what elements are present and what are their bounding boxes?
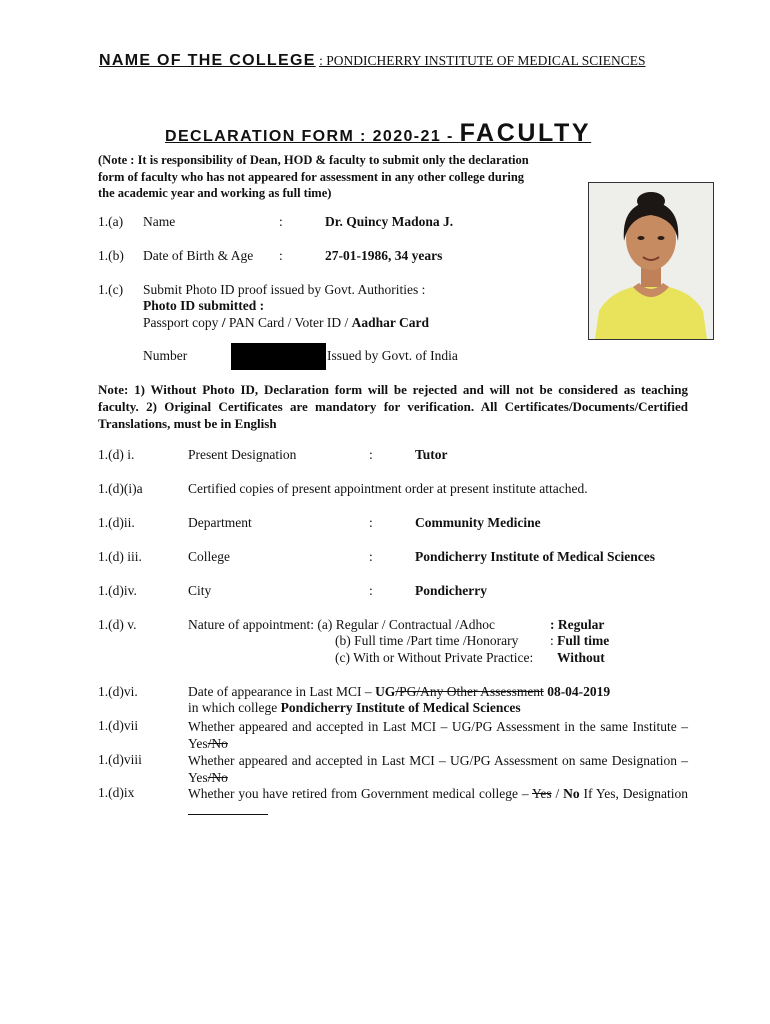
department-label: Department <box>188 515 252 530</box>
item-num-retired: 1.(d)ix <box>98 785 135 800</box>
dob-label: Date of Birth & Age <box>143 248 254 263</box>
city-label: City <box>188 583 212 598</box>
item-num-designation: 1.(d) i. <box>98 447 135 462</box>
city-colon: : <box>369 583 373 598</box>
college-value: Pondicherry Institute of Medical Sciences <box>415 549 655 564</box>
retired-no: No <box>563 786 580 801</box>
item-num-department: 1.(d)ii. <box>98 515 135 530</box>
item-num-nature: 1.(d) v. <box>98 617 137 632</box>
item-num-city: 1.(d)iv. <box>98 583 137 598</box>
item-num-mci: 1.(d)vi. <box>98 684 138 699</box>
designation-value: Tutor <box>415 447 448 462</box>
name-colon: : <box>279 214 283 229</box>
nature-fulltime-text: Full time <box>557 633 610 648</box>
nature-value-regular: : Regular <box>550 617 605 632</box>
same-institute-text: Whether appeared and accepted in Last MCI – UG/PG Assessment in the same Institute – Yes <box>188 719 688 751</box>
mci-ug: UG <box>375 684 396 699</box>
photo-id-option-aadhar: Aadhar Card <box>351 315 430 330</box>
name-label: Name <box>143 214 176 229</box>
same-designation-question <box>188 752 688 786</box>
mci-prefix: Date of appearance in Last MCI – <box>188 684 376 699</box>
photo-id-submitted-label: Photo ID submitted : <box>143 298 265 313</box>
photo-id-instruction: Submit Photo ID proof issued by Govt. Authorities : <box>143 282 426 297</box>
photo-id-options <box>143 315 429 331</box>
nature-value-practice: Without <box>557 650 605 665</box>
form-title-prefix: DECLARATION FORM : 2020-21 - <box>165 128 460 145</box>
mci-struck-options: /PG/Any Other Assessment <box>395 684 544 699</box>
photo-id-note: Note: 1) Without Photo ID, Declaration form will be rejected and will not be considered as teaching faculty. 2) Original Certificates are mandatory for verification. All Certificates/Documents/Certified Translations, must be in English <box>98 382 688 431</box>
nature-value-fulltime <box>550 633 609 649</box>
item-num-name: 1.(a) <box>98 214 124 229</box>
redacted-id-number <box>231 343 326 370</box>
dob-colon: : <box>279 248 283 263</box>
nature-fulltime-colon: : <box>550 633 558 648</box>
photo-id-option-passport: Passport copy <box>143 315 222 330</box>
college-colon: : <box>369 549 373 564</box>
mci-line <box>188 684 610 700</box>
retired-postfix: If Yes, Designation <box>579 786 688 801</box>
retired-separator: / <box>551 786 564 801</box>
college-header-value: : PONDICHERRY INSTITUTE OF MEDICAL SCIENCES <box>319 53 646 68</box>
department-colon: : <box>369 515 373 530</box>
retired-designation-blank <box>188 802 268 815</box>
faculty-photo-image <box>589 183 713 339</box>
faculty-photo <box>588 182 714 340</box>
college-label: College <box>188 549 230 564</box>
item-num-same-designation: 1.(d)viii <box>98 752 142 767</box>
retired-yes-struck: Yes <box>531 786 552 801</box>
photo-id-option-others: PAN Card / Voter ID / <box>225 315 352 330</box>
form-title <box>165 119 591 148</box>
item-num-photo-id: 1.(c) <box>98 282 124 297</box>
retired-question <box>188 785 688 819</box>
mci-college-prefix: in which college <box>188 700 281 715</box>
nature-line-fulltime: (b) Full time /Part time /Honorary <box>335 633 519 648</box>
same-institute-struck: /No <box>207 736 228 751</box>
department-value: Community Medicine <box>415 515 541 530</box>
designation-label: Present Designation <box>188 447 297 462</box>
item-num-college: 1.(d) iii. <box>98 549 142 564</box>
retired-prefix: Whether you have retired from Government medical college – <box>188 786 532 801</box>
item-num-same-institute: 1.(d)vii <box>98 718 139 733</box>
photo-id-slash: / <box>221 315 226 330</box>
nature-line-regular: Nature of appointment: (a) Regular / Contractual /Adhoc <box>188 617 496 632</box>
appointment-text: Certified copies of present appointment order at present institute attached. <box>188 481 588 496</box>
mci-college-line <box>188 700 521 716</box>
same-designation-struck: /No <box>207 770 228 785</box>
item-num-dob: 1.(b) <box>98 248 124 263</box>
college-header-label: NAME OF THE COLLEGE <box>99 52 316 69</box>
form-title-emphasis: FACULTY <box>459 119 592 147</box>
same-institute-question <box>188 718 688 752</box>
designation-colon: : <box>369 447 373 462</box>
college-header <box>99 52 645 70</box>
item-num-appointment: 1.(d)(i)a <box>98 481 143 496</box>
city-value: Pondicherry <box>415 583 487 598</box>
photo-id-issuer: Issued by Govt. of India <box>327 348 458 363</box>
mci-date: 08-04-2019 <box>543 684 611 699</box>
nature-line-practice: (c) With or Without Private Practice: <box>335 650 534 665</box>
mci-college-value: Pondicherry Institute of Medical Sciences <box>280 700 521 715</box>
dob-value: 27-01-1986, 34 years <box>325 248 443 263</box>
top-note: (Note : It is responsibility of Dean, HOD & faculty to submit only the declaration form of faculty who has not appeared for assessment in any other college during the academic year and working as full time) <box>98 153 529 200</box>
photo-id-number-label: Number <box>143 348 188 363</box>
name-value: Dr. Quincy Madona J. <box>325 214 454 229</box>
same-designation-text: Whether appeared and accepted in Last MCI – UG/PG Assessment on same Designation – Yes <box>188 753 688 785</box>
